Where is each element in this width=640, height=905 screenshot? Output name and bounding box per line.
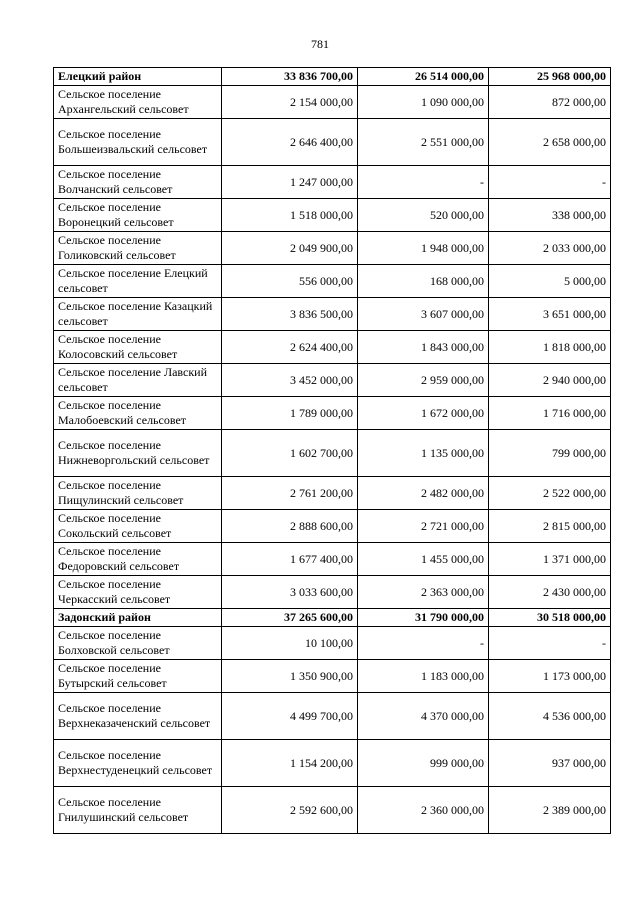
page-number: 781: [311, 37, 329, 51]
row-value-1-cell: 3 836 500,00: [222, 298, 358, 331]
row-value-2-cell: 2 721 000,00: [358, 510, 489, 543]
row-value-2-cell: 1 090 000,00: [358, 86, 489, 119]
table-row: [54, 397, 611, 430]
row-value-2-cell: -: [358, 166, 489, 199]
district-row: [54, 609, 611, 627]
table-row: [54, 477, 611, 510]
row-value-1-cell: 2 646 400,00: [222, 119, 358, 166]
table-row: [54, 430, 611, 477]
row-value-1-cell: 1 602 700,00: [222, 430, 358, 477]
row-value-2-cell: 2 482 000,00: [358, 477, 489, 510]
row-value-3-cell: 872 000,00: [489, 86, 611, 119]
row-value-3-cell: 2 389 000,00: [489, 787, 611, 834]
row-value-3-cell: 1 371 000,00: [489, 543, 611, 576]
row-name-cell: Сельское поселение Верхнеказаченский сельсовет: [54, 693, 222, 740]
table-row: [54, 543, 611, 576]
row-name-cell: Сельское поселение Нижневоргольский сельсовет: [54, 430, 222, 477]
row-value-1-cell: 1 677 400,00: [222, 543, 358, 576]
row-value-2-cell: 31 790 000,00: [358, 609, 489, 627]
row-value-3-cell: 2 522 000,00: [489, 477, 611, 510]
table-row: [54, 787, 611, 834]
row-name-cell: Сельское поселение Елецкий сельсовет: [54, 265, 222, 298]
row-value-1-cell: 2 049 900,00: [222, 232, 358, 265]
table-body: [54, 68, 611, 834]
row-value-3-cell: -: [489, 627, 611, 660]
row-value-3-cell: 25 968 000,00: [489, 68, 611, 86]
table-row: [54, 510, 611, 543]
row-name-cell: Сельское поселение Голиковский сельсовет: [54, 232, 222, 265]
row-value-1-cell: 2 154 000,00: [222, 86, 358, 119]
row-value-2-cell: 2 959 000,00: [358, 364, 489, 397]
row-name-cell: Сельское поселение Черкасский сельсовет: [54, 576, 222, 609]
row-value-3-cell: 2 430 000,00: [489, 576, 611, 609]
row-name-cell: Сельское поселение Казацкий сельсовет: [54, 298, 222, 331]
row-value-3-cell: 1 173 000,00: [489, 660, 611, 693]
row-name-cell: Сельское поселение Архангельский сельсовет: [54, 86, 222, 119]
row-value-1-cell: 1 350 900,00: [222, 660, 358, 693]
row-value-2-cell: 1 672 000,00: [358, 397, 489, 430]
row-value-1-cell: 33 836 700,00: [222, 68, 358, 86]
row-value-1-cell: 2 888 600,00: [222, 510, 358, 543]
table-row: [54, 86, 611, 119]
row-value-2-cell: 1 183 000,00: [358, 660, 489, 693]
row-value-2-cell: 2 360 000,00: [358, 787, 489, 834]
row-name-cell: Елецкий район: [54, 68, 222, 86]
row-value-3-cell: 2 658 000,00: [489, 119, 611, 166]
row-value-2-cell: 1 843 000,00: [358, 331, 489, 364]
row-name-cell: Сельское поселение Лавский сельсовет: [54, 364, 222, 397]
row-value-2-cell: 3 607 000,00: [358, 298, 489, 331]
row-value-3-cell: 338 000,00: [489, 199, 611, 232]
row-value-3-cell: 799 000,00: [489, 430, 611, 477]
row-value-2-cell: 520 000,00: [358, 199, 489, 232]
table-row: [54, 166, 611, 199]
table-row: [54, 119, 611, 166]
table-row: [54, 576, 611, 609]
row-name-cell: Сельское поселение Волчанский сельсовет: [54, 166, 222, 199]
row-value-3-cell: 3 651 000,00: [489, 298, 611, 331]
row-value-2-cell: 2 551 000,00: [358, 119, 489, 166]
row-name-cell: Сельское поселение Верхнестуденецкий сельсовет: [54, 740, 222, 787]
table-row: [54, 331, 611, 364]
row-value-3-cell: 2 815 000,00: [489, 510, 611, 543]
row-value-1-cell: 1 247 000,00: [222, 166, 358, 199]
row-value-1-cell: 3 033 600,00: [222, 576, 358, 609]
row-value-1-cell: 556 000,00: [222, 265, 358, 298]
row-value-2-cell: 4 370 000,00: [358, 693, 489, 740]
row-name-cell: Сельское поселение Гнилушинский сельсовет: [54, 787, 222, 834]
row-value-3-cell: -: [489, 166, 611, 199]
row-name-cell: Сельское поселение Болховской сельсовет: [54, 627, 222, 660]
row-value-1-cell: 2 761 200,00: [222, 477, 358, 510]
table-row: [54, 627, 611, 660]
row-value-1-cell: 1 789 000,00: [222, 397, 358, 430]
row-value-2-cell: 26 514 000,00: [358, 68, 489, 86]
table-row: [54, 660, 611, 693]
row-value-1-cell: 4 499 700,00: [222, 693, 358, 740]
table-row: [54, 298, 611, 331]
row-value-3-cell: 30 518 000,00: [489, 609, 611, 627]
row-value-3-cell: 2 033 000,00: [489, 232, 611, 265]
row-value-2-cell: -: [358, 627, 489, 660]
row-value-2-cell: 1 455 000,00: [358, 543, 489, 576]
row-name-cell: Задонский район: [54, 609, 222, 627]
row-name-cell: Сельское поселение Сокольский сельсовет: [54, 510, 222, 543]
row-value-3-cell: 5 000,00: [489, 265, 611, 298]
row-value-1-cell: 2 624 400,00: [222, 331, 358, 364]
district-row: [54, 68, 611, 86]
row-name-cell: Сельское поселение Колосовский сельсовет: [54, 331, 222, 364]
row-value-3-cell: 937 000,00: [489, 740, 611, 787]
row-name-cell: Сельское поселение Пищулинский сельсовет: [54, 477, 222, 510]
row-value-1-cell: 2 592 600,00: [222, 787, 358, 834]
row-name-cell: Сельское поселение Воронецкий сельсовет: [54, 199, 222, 232]
row-value-2-cell: 2 363 000,00: [358, 576, 489, 609]
row-name-cell: Сельское поселение Большеизвальский сельсовет: [54, 119, 222, 166]
row-value-1-cell: 1 518 000,00: [222, 199, 358, 232]
row-name-cell: Сельское поселение Бутырский сельсовет: [54, 660, 222, 693]
table-row: [54, 199, 611, 232]
row-value-2-cell: 999 000,00: [358, 740, 489, 787]
row-value-1-cell: 3 452 000,00: [222, 364, 358, 397]
row-value-2-cell: 1 135 000,00: [358, 430, 489, 477]
row-value-1-cell: 10 100,00: [222, 627, 358, 660]
row-value-3-cell: 4 536 000,00: [489, 693, 611, 740]
table-row: [54, 265, 611, 298]
row-value-3-cell: 1 716 000,00: [489, 397, 611, 430]
row-value-1-cell: 37 265 600,00: [222, 609, 358, 627]
row-value-3-cell: 2 940 000,00: [489, 364, 611, 397]
row-name-cell: Сельское поселение Федоровский сельсовет: [54, 543, 222, 576]
table-row: [54, 693, 611, 740]
table-row: [54, 364, 611, 397]
row-value-1-cell: 1 154 200,00: [222, 740, 358, 787]
row-value-2-cell: 1 948 000,00: [358, 232, 489, 265]
row-value-2-cell: 168 000,00: [358, 265, 489, 298]
row-name-cell: Сельское поселение Малобоевский сельсовет: [54, 397, 222, 430]
table-row: [54, 740, 611, 787]
row-value-3-cell: 1 818 000,00: [489, 331, 611, 364]
budget-table: [53, 67, 611, 834]
table-row: [54, 232, 611, 265]
